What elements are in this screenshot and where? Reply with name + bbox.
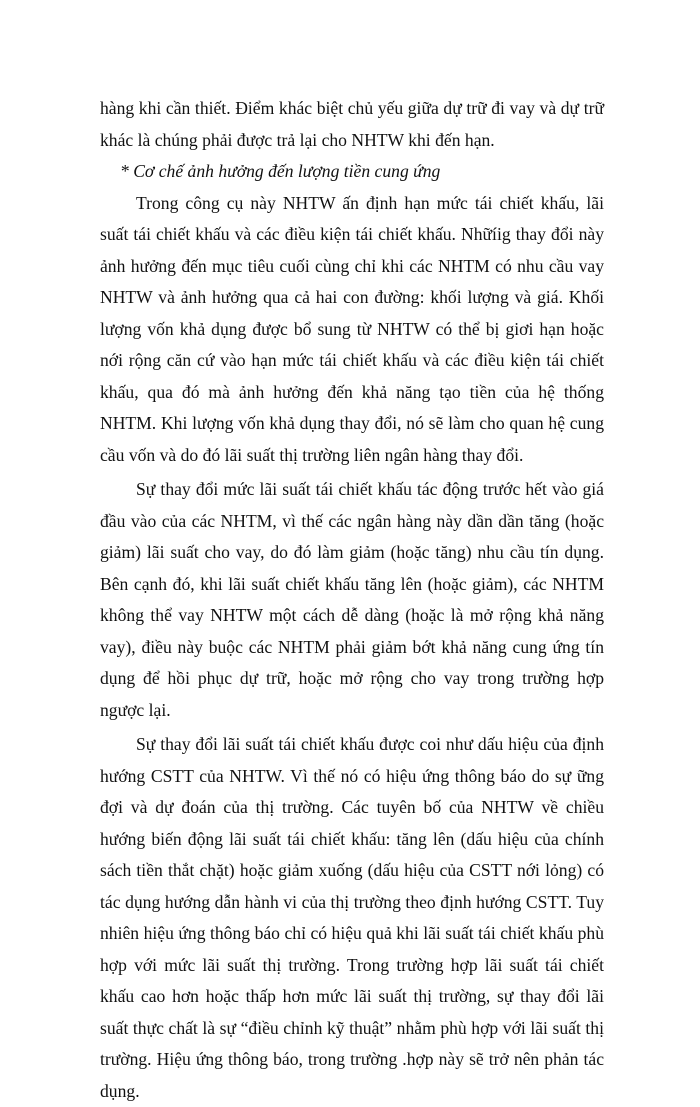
paragraph-rate-change: Sự thay đổi mức lãi suất tái chiết khấu tác động trước hết vào giá đầu vào của các NHTM, vì thế các ngân hàng này dần dần tăng (hoặc giảm) lãi suất cho vay, do đó làm giảm (hoặc tăng) nhu cầu tín dụng. Bên cạnh đó, khi lãi suất chiết khấu tăng lên (hoặc giảm), các NHTM không thể vay NHTW một cách dễ dàng (hoặc là mở rộng khả năng vay), điều này buộc các NHTM phải giảm bớt khả năng cung ứng tín dụng để hồi phục dự trữ, hoặc mở rộng cho vay trong trường hợp ngược lại. [100, 479, 604, 720]
body-text [100, 93, 604, 1107]
paragraph-continuation: hàng khi cần thiết. Điểm khác biệt chủ yếu giữa dự trữ đi vay và dự trữ khác là chúng phải được trả lại cho NHTW khi đến hạn. [100, 98, 604, 150]
paragraph-mechanism: Trong công cụ này NHTW ấn định hạn mức tái chiết khấu, lãi suất tái chiết khấu và các điều kiện tái chiết khấu. Nhữíig thay đổi này ảnh hưởng đến mục tiêu cuối cùng chỉ khi các NHTM có nhu cầu vay NHTW và ảnh hưởng qua cả hai con đường: khối lượng và giá. Khối lượng vốn khả dụng được bổ sung từ NHTW có thể bị giơi hạn hoặc nới rộng căn cứ vào hạn mức tái chiết khấu và các điều kiện tái chiết khấu, qua đó mà ảnh hưởng đến khả năng tạo tiền của hệ thống NHTM. Khi lượng vốn khả dụng thay đổi, nó sẽ làm cho quan hệ cung cầu vốn và do đó lãi suất thị trường liên ngân hàng thay đổi. [100, 192, 604, 465]
section-subheading: * Cơ chế ảnh hưởng đến lượng tiền cung ứng [120, 161, 441, 181]
paragraph-announcement-effect: Sự thay đổi lãi suất tái chiết khấu được coi như dấu hiệu của định hướng CSTT của NHTW. Vì thế nó có hiệu ứng thông báo do sự ững đợi và dự đoán của thị trường. Các tuyên bố của NHTW về chiều hướng biến động lãi suất tái chiết khấu: tăng lên (dấu hiệu của chính sách tiền thắt chặt) hoặc giảm xuống (dấu hiệu của CSTT nới lỏng) có tác dụng hướng dẫn hành vi của thị trường theo định hướng CSTT. Tuy nhiên hiệu ứng thông báo chỉ có hiệu quả khi lãi suất tái chiết khấu phù hợp với mức lãi suất thị trường. Trong trường hợp lãi suất tái chiết khấu cao hơn hoặc thấp hơn mức lãi suất thị trường, sự thay đổi lãi suất thực chất là sự “điều chỉnh kỹ thuật” nhằm phù hợp với lãi suất thị trường. Hiệu ứng thông báo, trong trường .hợp này sẽ trở nên phản tác dụng. [100, 734, 604, 1101]
